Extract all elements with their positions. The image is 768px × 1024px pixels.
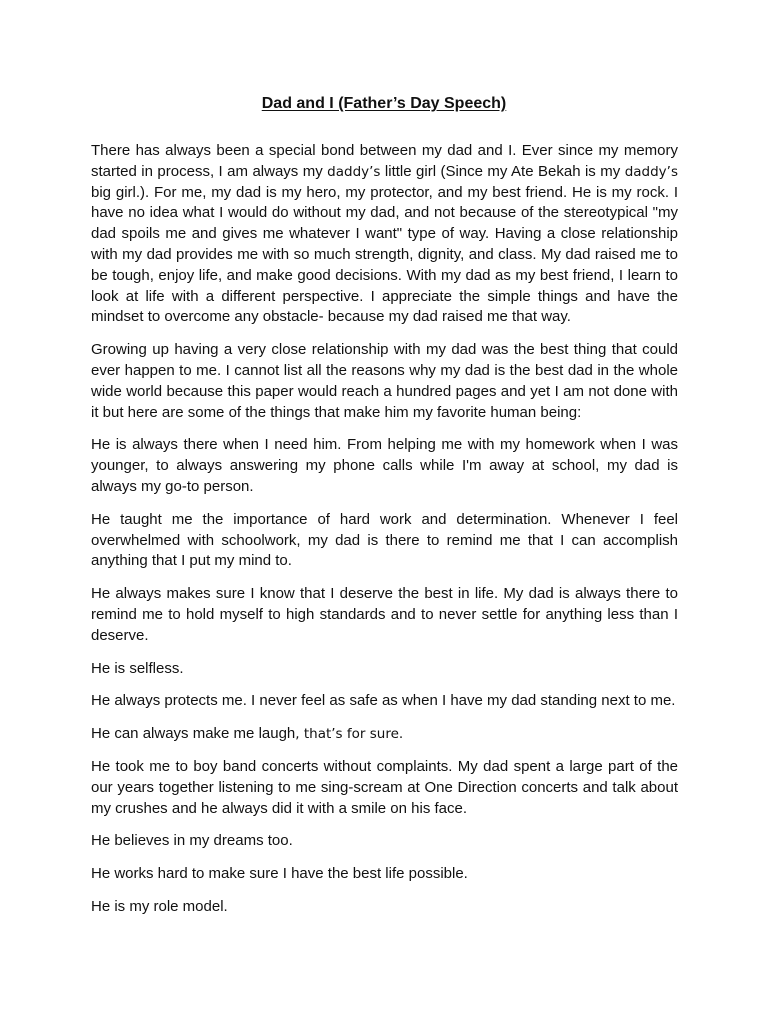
paragraph-dreams: He believes in my dreams too.	[91, 832, 293, 850]
paragraph-text-alt-font: daddy’s	[624, 163, 678, 180]
paragraph-text: big girl.). For me, my dad is my hero, my protector, and my best friend. He is my rock. I have no idea what I would do without my dad, and not because of the stereotypical "my dad spoils me and gives me whatever I want" type of way. Having a close relationship with my dad provides me with so much strength, dignity, and class. My dad raised me to be tough, enjoy life, and make good decisions. With my dad as my best friend, I learn to look at life with a different perspective. I appreciate the simple things and have the mindset to overcome any obstacle- because my dad raised me that way.	[91, 183, 678, 326]
paragraph-laugh	[91, 724, 678, 745]
paragraph-always-there: He is always there when I need him. From helping me with my homework when I was younger, to always answering my phone calls while I'm away at school, my dad is always my go-to person.	[91, 436, 678, 495]
document-body	[91, 141, 678, 930]
document-title: Dad and I (Father’s Day Speech)	[261, 95, 507, 112]
paragraph-hard-work: He taught me the importance of hard work and determination. Whenever I feel overwhelmed with schoolwork, my dad is there to remind me that I can accomplish anything that I put my mind to.	[91, 510, 678, 570]
paragraph-text-alt-font: , that’s for sure.	[295, 726, 404, 743]
paragraph-boy-band: He took me to boy band concerts without complaints. My dad spent a large part of the our years together listening to me sing-scream at One Direction concerts and talk about my crushes and he always did it with a smile on his face.	[91, 757, 678, 817]
paragraph-text: There has always been a special bond between my dad and I. Ever since my memory started in process, I am always my	[91, 142, 678, 180]
paragraph-works-hard: He works hard to make sure I have the best life possible.	[91, 865, 468, 883]
paragraph-role-model: He is my role model.	[91, 897, 228, 915]
paragraph-growing-up: Growing up having a very close relationship with my dad was the best thing that could ever happen to me. I cannot list all the reasons why my dad is the best dad in the whole wide world because this paper would reach a hundred pages and yet I am not done with it but here are some of the things that make him my favorite human being:	[91, 341, 678, 421]
paragraph-selfless: He is selfless.	[91, 659, 184, 677]
paragraph-text: He can always make me laugh	[91, 725, 296, 743]
paragraph-text-alt-font: daddy’s	[327, 163, 381, 180]
paragraph-deserve-best: He always makes sure I know that I deserve the best in life. My dad is always there to remind me to hold myself to high standards and to never settle for anything less than I deserve.	[91, 585, 678, 644]
paragraph-protects: He always protects me. I never feel as safe as when I have my dad standing next to me.	[91, 692, 676, 710]
paragraph-special-bond	[91, 141, 678, 328]
paragraph-text: little girl (Since my Ate Bekah is my	[380, 162, 625, 180]
